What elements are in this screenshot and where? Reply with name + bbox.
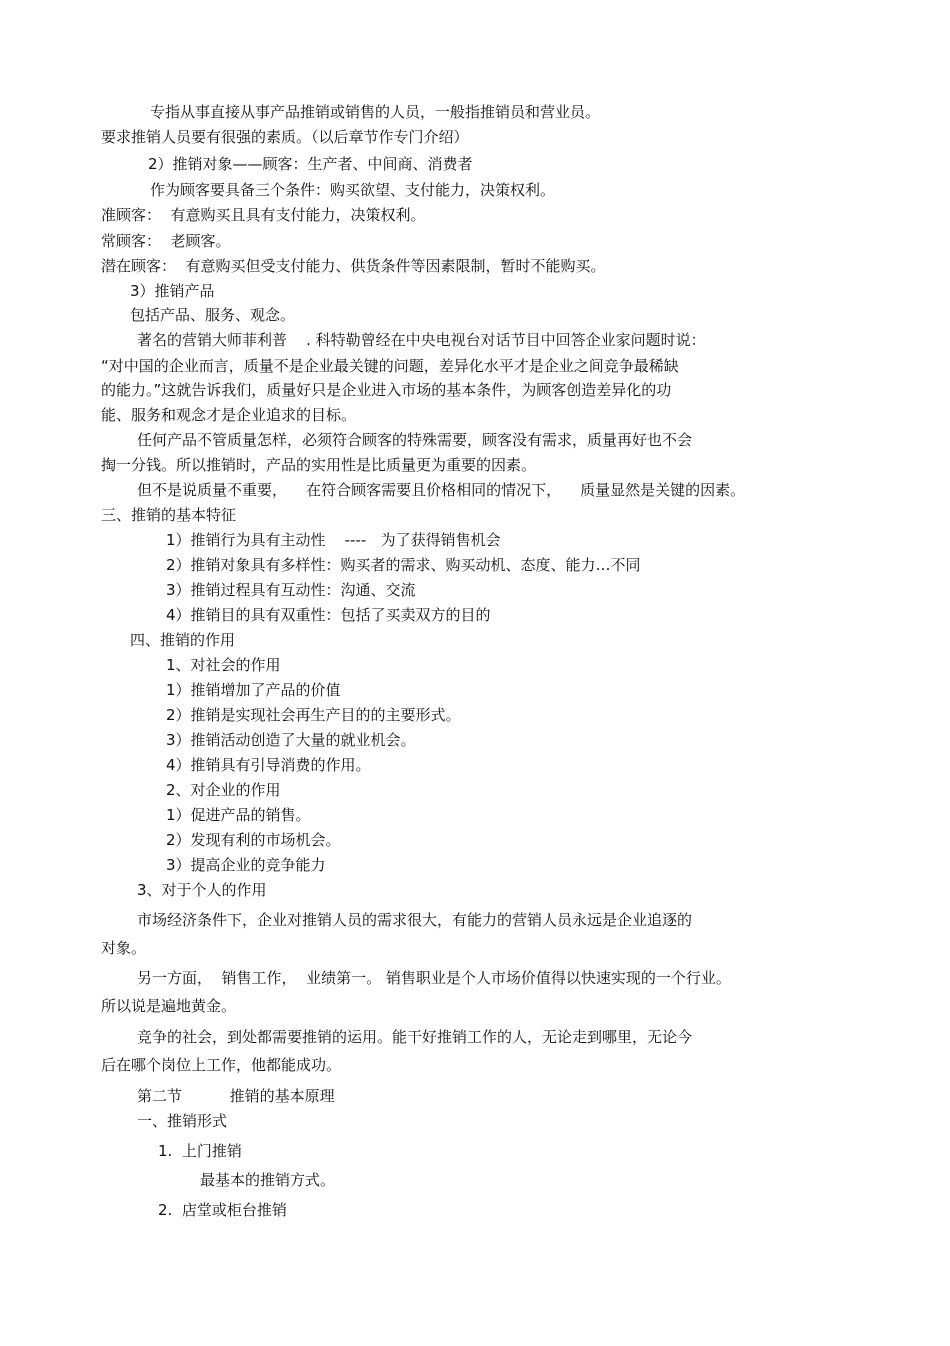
text-line: 2）推销对象——顾客：生产者、中间商、消费者 [148,155,473,173]
section-heading: 一、推销形式 [137,1112,228,1130]
text-line: 包括产品、服务、观念。 [130,306,296,324]
text-line: 所以说是遍地黄金。 [101,997,237,1015]
text-line: 的能力。”这就告诉我们，质量好只是企业进入市场的基本条件，为顾客创造差异化的功 [101,381,672,399]
text-line: 掏一分钱。所以推销时，产品的实用性是比质量更为重要的因素。 [101,456,537,474]
list-item: 1）推销行为具有主动性 ---- 为了获得销售机会 [166,531,501,549]
list-item: 4）推销目的具有双重性：包括了买卖双方的目的 [166,606,491,624]
subsection-heading: 1、对社会的作用 [166,656,281,674]
list-item: 1. 上门推销 [158,1142,242,1160]
text-line: 竞争的社会，到处都需要推销的运用。能干好推销工作的人，无论走到哪里，无论今 [137,1028,693,1046]
text-line: 但不是说质量不重要， 在符合顾客需要且价格相同的情况下， 质量显然是关键的因素。 [137,481,746,499]
list-item: 2. 店堂或柜台推销 [158,1201,287,1219]
text-line: 专指从事直接从事产品推销或销售的人员，一般指推销员和营业员。 [150,103,601,121]
list-item: 2）推销对象具有多样性：购买者的需求、购买动机、态度、能力…不同 [166,556,641,574]
list-item: 2）推销是实现社会再生产目的的主要形式。 [166,706,461,724]
text-line: 3）推销产品 [130,282,215,300]
text-line: 潜在顾客： 有意购买但受支付能力、供货条件等因素限制，暂时不能购买。 [101,257,606,275]
text-line: 常顾客： 老顾客。 [101,232,231,250]
section-heading: 第二节 推销的基本原理 [137,1087,335,1105]
section-heading: 四、推销的作用 [130,631,236,649]
subsection-heading: 2、对企业的作用 [166,781,281,799]
list-item: 1）促进产品的销售。 [166,806,311,824]
text-line: 后在哪个岗位上工作，他都能成功。 [101,1056,342,1074]
text-line: 要求推销人员要有很强的素质。（以后章节作专门介绍） [101,128,469,146]
text-line: 准顾客： 有意购买且具有支付能力，决策权利。 [101,206,426,224]
text-line: 著名的营销大师菲利普 . 科特勒曾经在中央电视台对话节目中回答企业家问题时说： [137,331,706,349]
text-line: 另一方面， 销售工作， 业绩第一。 销售职业是个人市场价值得以快速实现的一个行业。 [137,969,731,987]
list-item: 1）推销增加了产品的价值 [166,681,341,699]
list-item: 3）推销活动创造了大量的就业机会。 [166,731,416,749]
text-line: 最基本的推销方式。 [200,1171,336,1189]
list-item: 2）发现有利的市场机会。 [166,831,341,849]
list-item: 3）提高企业的竞争能力 [166,856,326,874]
text-line: 作为顾客要具备三个条件：购买欲望、支付能力，决策权利。 [150,181,556,199]
section-heading: 三、推销的基本特征 [101,506,237,524]
text-line: 任何产品不管质量怎样，必须符合顾客的特殊需要，顾客没有需求，质量再好也不会 [137,431,693,449]
list-item: 3）推销过程具有互动性：沟通、交流 [166,581,416,599]
subsection-heading: 3、对于个人的作用 [137,881,267,899]
text-line: 市场经济条件下，企业对推销人员的需求很大，有能力的营销人员永远是企业追逐的 [137,911,693,929]
text-line: “对中国的企业而言，质量不是企业最关键的问题，差异化水平才是企业之间竞争最稀缺 [101,357,679,375]
text-line: 对象。 [101,939,147,957]
text-line: 能、服务和观念才是企业追求的目标。 [101,406,357,424]
list-item: 4）推销具有引导消费的作用。 [166,756,371,774]
